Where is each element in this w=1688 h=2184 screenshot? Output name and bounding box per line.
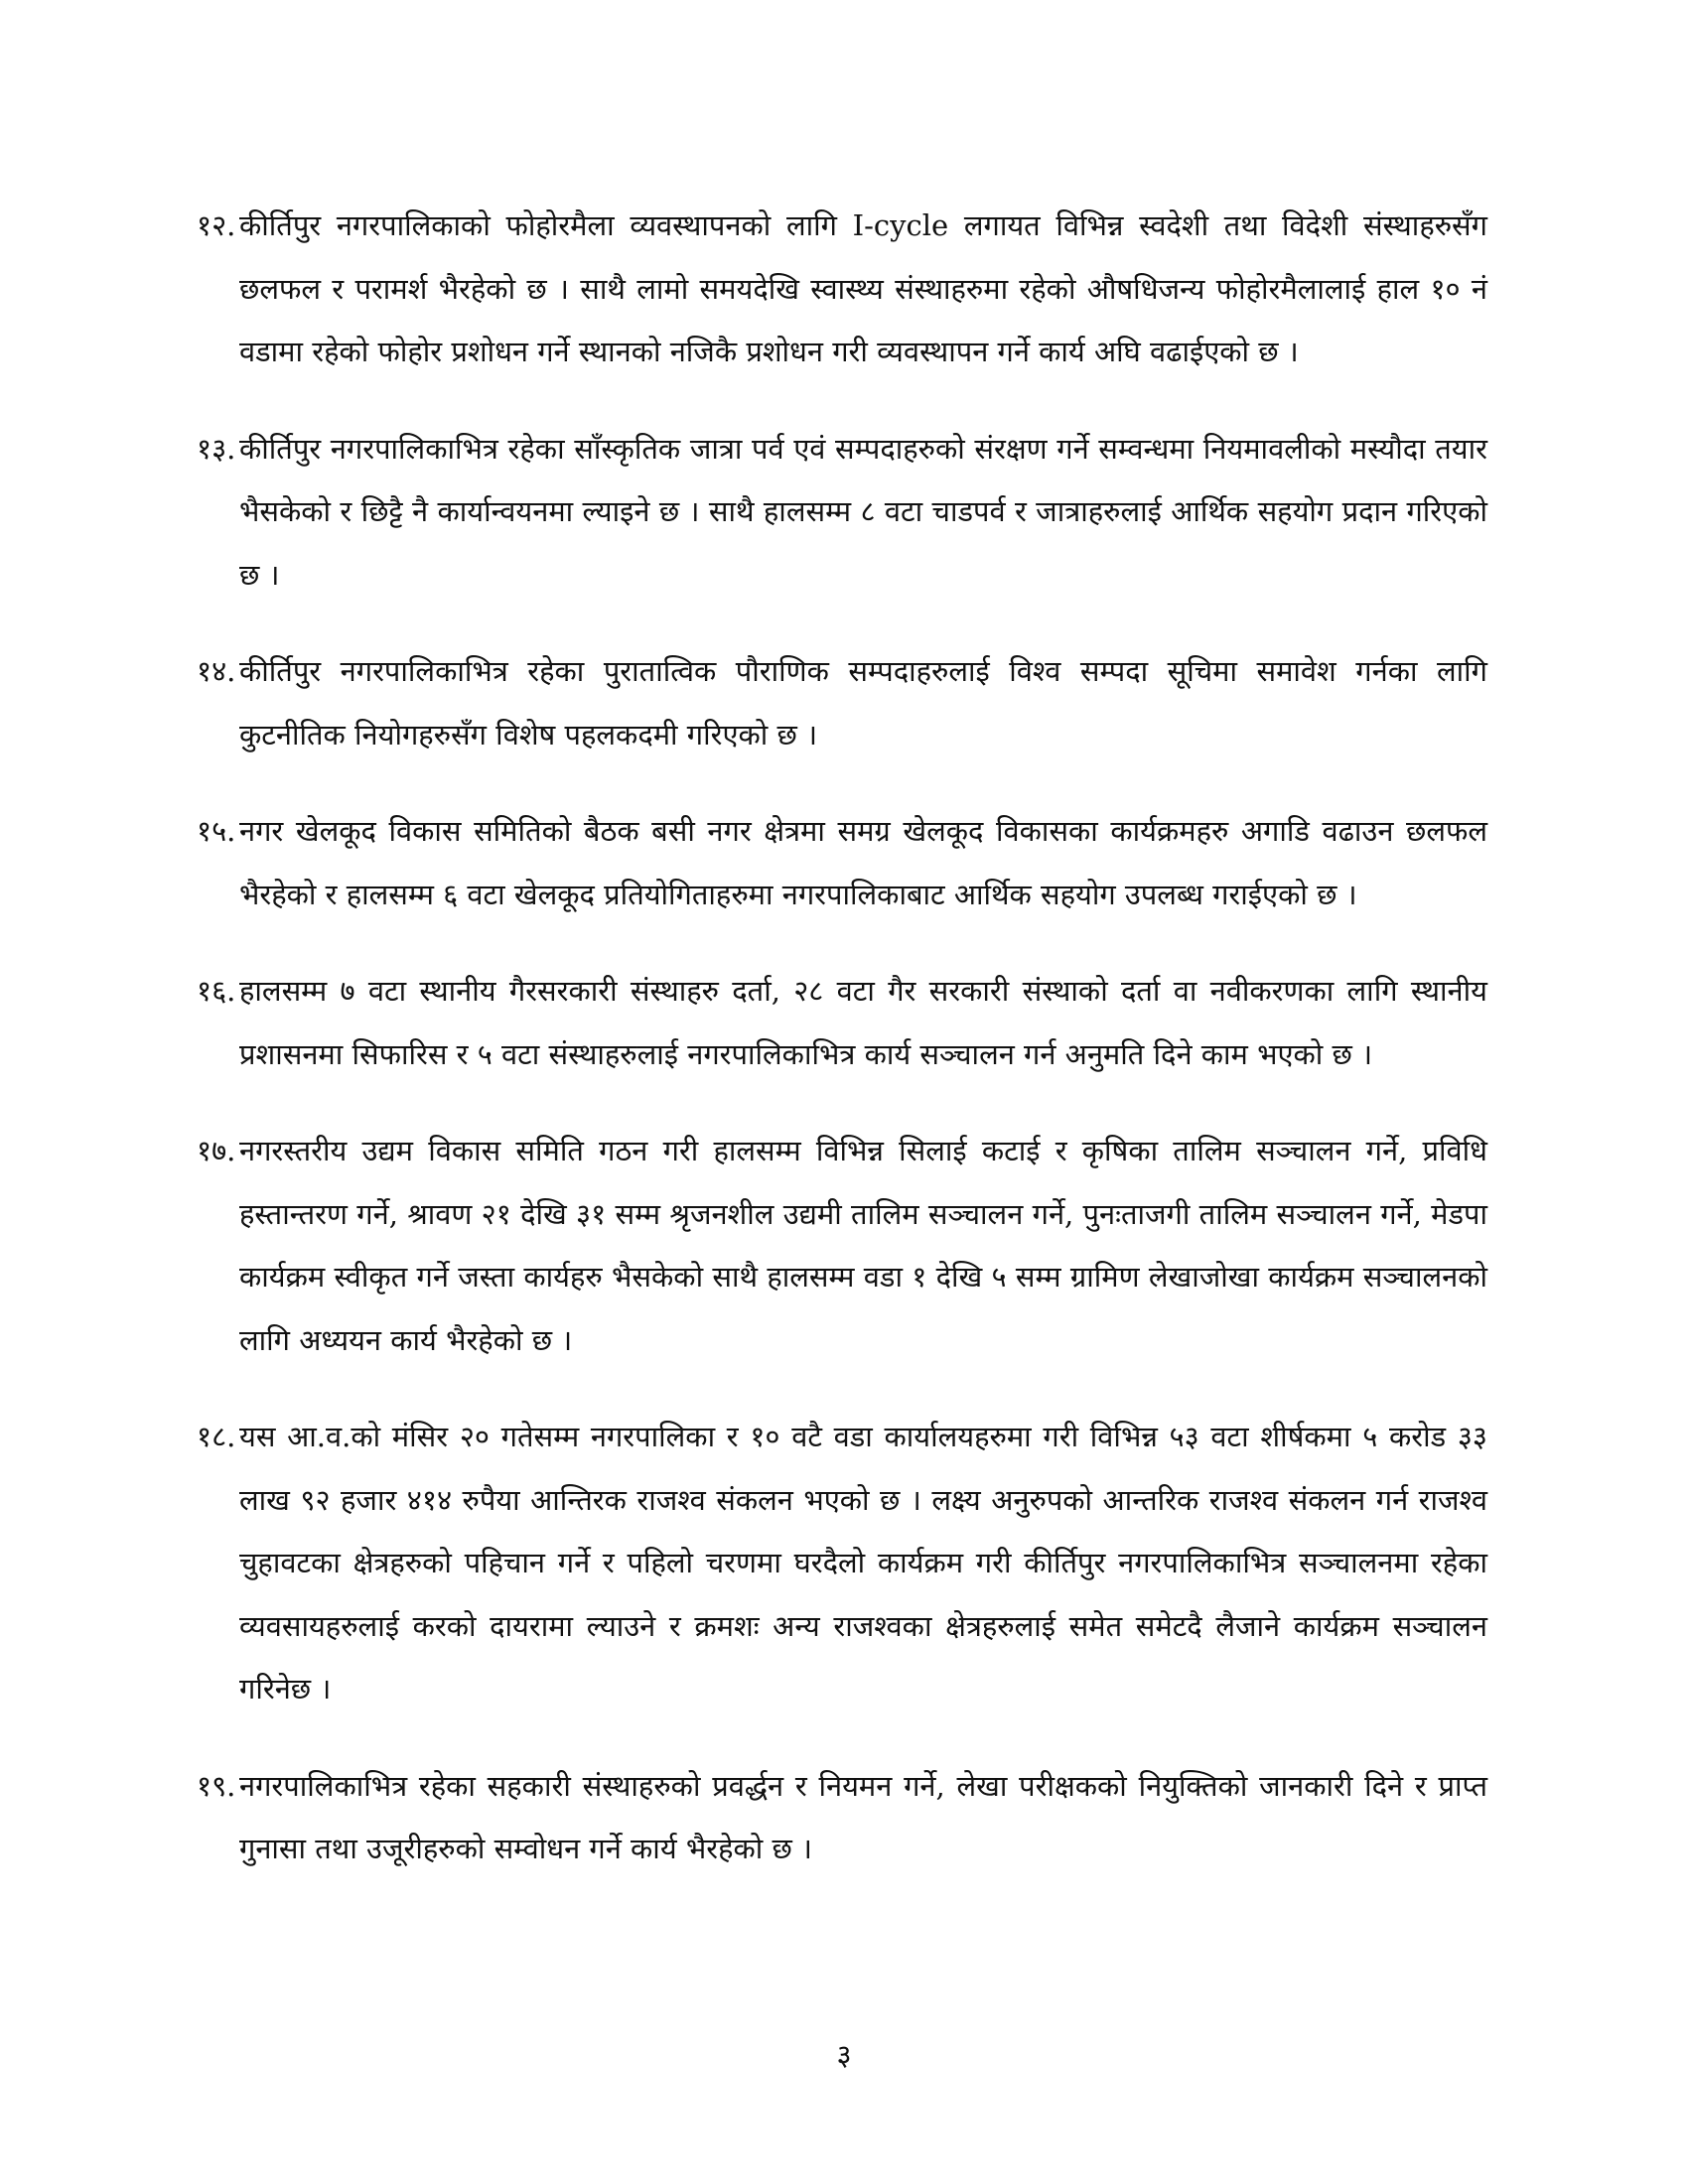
item-text: हालसम्म ७ वटा स्थानीय गैरसरकारी संस्थाहरु दर्ता, २८ वटा गैर सरकारी संस्थाको दर्ता वा नवीकरणका लागि स्थानीय प्रशासनमा सिफारिस र ५ वटा संस्थाहरुलाई नगरपालिकाभित्र कार्य सञ्चालन गर्न अनुमति दिने काम भएको छ । <box>239 974 1487 1071</box>
item-number: १९. <box>197 1768 236 1803</box>
item-number: १३. <box>197 431 236 466</box>
item-number: १७. <box>197 1134 236 1167</box>
list-item <box>197 960 1487 1086</box>
item-number: १४. <box>197 654 236 688</box>
item-number: १२. <box>197 208 236 242</box>
list-item <box>197 418 1487 608</box>
item-number: १८. <box>197 1420 236 1453</box>
item-text: नगर खेलकूद विकास समितिको बैठक बसी नगर क्षेत्रमा समग्र खेलकूद विकासका कार्यक्रमहरु अगाडि वढाउन छलफल भैरहेको र हालसम्म ६ वटा खेलकूद प्रतियोगिताहरुमा नगरपालिकाबाट आर्थिक सहयोग उपलब्ध गराईएको छ । <box>239 814 1487 911</box>
list-item <box>197 1755 1487 1881</box>
list-item <box>197 1120 1487 1372</box>
item-number: १५. <box>197 814 236 848</box>
page-number: ३ <box>836 2038 852 2072</box>
numbered-list <box>197 195 1487 1915</box>
item-text: कीर्तिपुर नगरपालिकाभित्र रहेका पुरातात्विक पौराणिक सम्पदाहरुलाई विश्व सम्पदा सूचिमा समावेश गर्नका लागि कुटनीतिक नियोगहरुसँग विशेष पहलकदमी गरिएको छ । <box>239 654 1487 751</box>
list-item <box>197 1406 1487 1721</box>
item-text: नगरस्तरीय उद्यम विकास समिति गठन गरी हालसम्म विभिन्न सिलाई कटाई र कृषिका तालिम सञ्चालन गर्ने, प्रविधि हस्तान्तरण गर्ने, श्रावण २१ देखि ३१ सम्म श्रृजनशील उद्यमी तालिम सञ्चालन गर्ने, पुनःताजगी तालिम सञ्चालन गर्ने, मेडपा कार्यक्रम स्वीकृत गर्ने जस्ता कार्यहरु भैसकेको साथै हालसम्म वडा १ देखि ५ सम्म ग्रामिण लेखाजोखा कार्यक्रम सञ्चालनको लागि अध्ययन कार्य भैरहेको छ । <box>239 1134 1487 1357</box>
item-text: यस आ.व.को मंसिर २० गतेसम्म नगरपालिका र १० वटै वडा कार्यालयहरुमा गरी विभिन्न ५३ वटा शीर्षकमा ५ करोड ३३ लाख ९२ हजार ४१४ रुपैया आन्तिरक राजश्व संकलन भएको छ । लक्ष्य अनुरुपको आन्तरिक राजश्व संकलन गर्न राजश्व चुहावटका क्षेत्रहरुको पहिचान गर्ने र पहिलो चरणमा घरदैलो कार्यक्रम गरी कीर्तिपुर नगरपालिकाभित्र सञ्चालनमा रहेका व्यवसायहरुलाई करको दायरामा ल्याउने र क्रमशः अन्य राजश्वका क्षेत्रहरुलाई समेत समेटदै लैजाने कार्यक्रम सञ्चालन गरिनेछ । <box>239 1420 1487 1706</box>
item-text: कीर्तिपुर नगरपालिकाको फोहोरमैला व्यवस्थापनको लागि I-cycle लगायत विभिन्न स्वदेशी तथा विदेशी संस्थाहरुसँग छलफल र परामर्श भैरहेको छ । साथै लामो समयदेखि स्वास्थ्य संस्थाहरुमा रहेको औषधिजन्य फोहोरमैलालाई हाल १० नं वडामा रहेको फोहोर प्रशोधन गर्ने स्थानको नजिकै प्रशोधन गरी व्यवस्थापन गर्ने कार्य अघि वढाईएको छ । <box>239 208 1487 368</box>
item-number: १६. <box>197 974 236 1008</box>
list-item <box>197 800 1487 926</box>
list-item <box>197 640 1487 766</box>
list-item <box>197 195 1487 384</box>
item-text: नगरपालिकाभित्र रहेका सहकारी संस्थाहरुको प्रवर्द्धन र नियमन गर्ने, लेखा परीक्षकको नियुक्तिको जानकारी दिने र प्राप्त गुनासा तथा उजूरीहरुको सम्वोधन गर्ने कार्य भैरहेको छ । <box>239 1768 1487 1865</box>
item-text: कीर्तिपुर नगरपालिकाभित्र रहेका साँस्कृतिक जात्रा पर्व एवं सम्पदाहरुको संरक्षण गर्ने सम्वन्धमा नियमावलीको मस्यौदा तयार भैसकेको र छिट्टै नै कार्यान्वयनमा ल्याइने छ । साथै हालसम्म ८ वटा चाडपर्व र जात्राहरुलाई आर्थिक सहयोग प्रदान गरिएको छ । <box>239 431 1487 592</box>
